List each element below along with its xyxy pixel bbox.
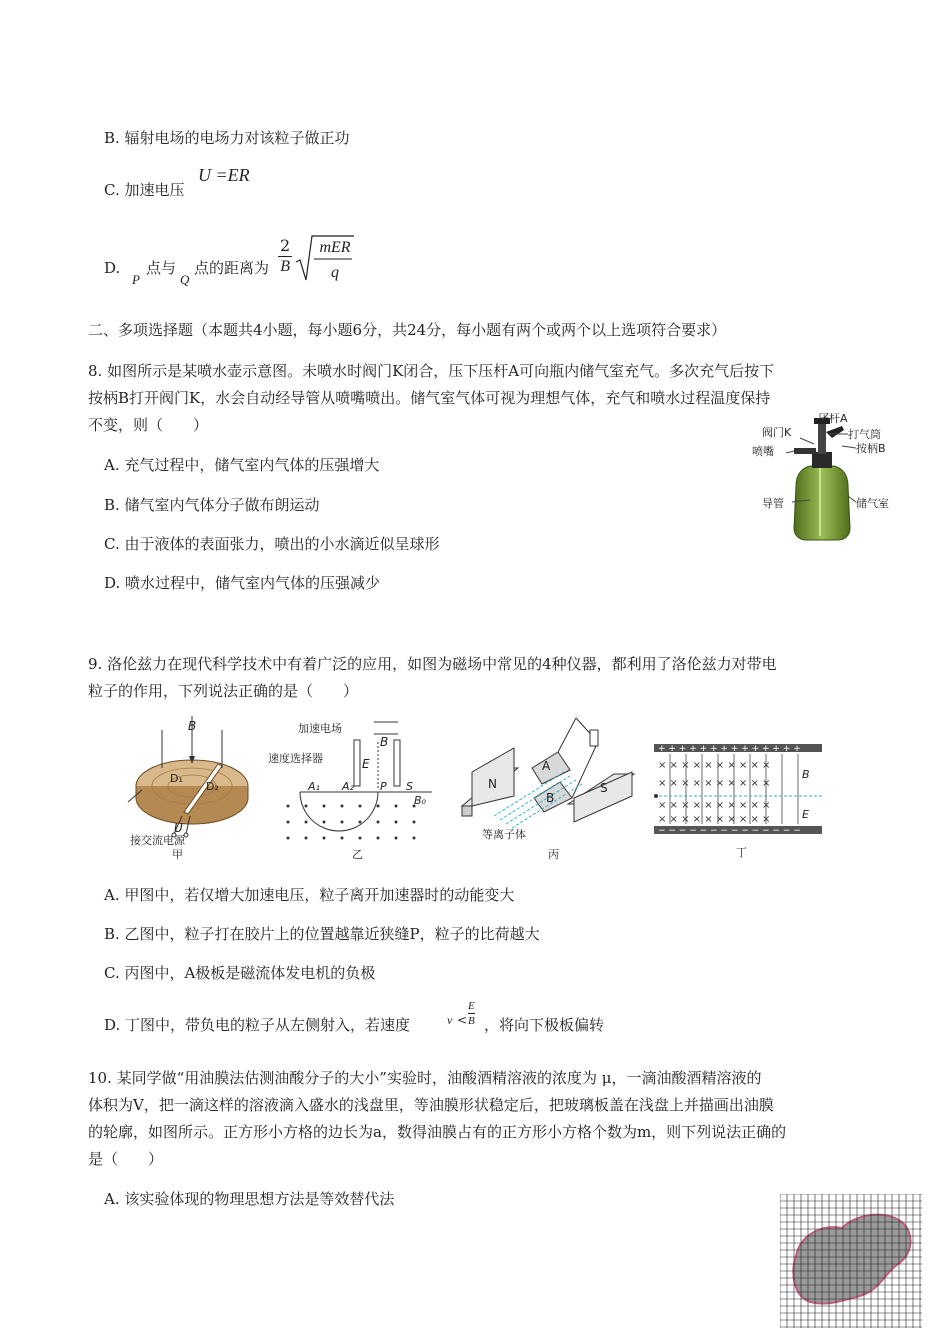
label-penzui: 喷嘴 — [752, 445, 774, 458]
label-daoguan: 导管 — [762, 497, 784, 510]
section-title: 二、多项选择题（本题共4小题，每小题6分，共24分，每小题有两个或两个以上选项符合要求） — [88, 321, 727, 339]
q7-option-c-formula: U =ER — [198, 165, 250, 185]
cyclotron-figure — [122, 716, 262, 862]
label-yagan: 压杆A — [818, 412, 848, 425]
bing-label-a: A — [542, 759, 551, 773]
q7-sqrt-denominator: q — [331, 264, 339, 281]
jia-label-u: U — [174, 821, 183, 835]
yi-label-a2: A₂ — [342, 780, 354, 793]
svg-text:× × × × × × × × × ×: × × × × × × × × × × — [658, 814, 771, 825]
q9-option-d-fraction: $\frac{E}{B}$ — [468, 1000, 475, 1027]
q8-stem-line-1: 8. 如图所示是某喷水壶示意图。未喷水时阀门K闭合，压下压杆A可向瓶内储气室充气。多次充气后按下 — [88, 362, 775, 380]
q8-option-a: A. 充气过程中，储气室内气体的压强增大 — [104, 456, 380, 474]
q8-option-d: D. 喷水过程中，储气室内气体的压强减少 — [104, 574, 381, 592]
q8-option-c: C. 由于液体的表面张力，喷出的小水滴近似呈球形 — [104, 535, 440, 553]
yi-label-selector: 速度选择器 — [268, 752, 323, 765]
q10-stem-line-4: 是（ ） — [88, 1150, 164, 1168]
spray-bottle-figure — [752, 408, 908, 542]
q7-option-c-prefix: C. 加速电压 — [104, 181, 185, 199]
jia-label-d2: D₂ — [206, 780, 219, 793]
yi-label-e: E — [362, 757, 370, 771]
q7-option-d-q: Q — [180, 272, 190, 287]
jia-label-d1: D₁ — [170, 772, 183, 785]
q9-option-b: B. 乙图中，粒子打在胶片上的位置越靠近狭缝P，粒子的比荷越大 — [104, 925, 540, 943]
q9-stem-line-1: 9. 洛伦兹力在现代科学技术中有着广泛的应用，如图为磁场中常见的4种仪器，都利用了洛伦兹力对带电 — [88, 655, 777, 673]
bing-label-s: S — [600, 781, 608, 795]
ding-label-b: B — [802, 768, 810, 781]
bing-label-n: N — [488, 777, 497, 791]
jia-label-source: 接交流电源 — [130, 834, 185, 847]
q8-stem-line-3: 不变，则（ ） — [88, 416, 209, 434]
svg-text:× × × × × × × × × ×: × × × × × × × × × × — [658, 800, 771, 811]
bing-caption: 丙 — [548, 848, 559, 861]
q7-option-d-mid2: 点的距离为 — [194, 259, 270, 277]
q10-option-a: A. 该实验体现的物理思想方法是等效替代法 — [104, 1190, 395, 1208]
q9-option-c: C. 丙图中，A极板是磁流体发电机的负极 — [104, 964, 376, 982]
bing-label-plasma: 等离子体 — [482, 828, 526, 841]
q8-stem-line-2: 按柄B打开阀门K，水会自动经导管从喷嘴喷出。储气室气体可视为理想气体，充气和喷水过程温度保持 — [88, 389, 771, 407]
q7-option-d-mid: 点与 — [146, 259, 177, 277]
q9-option-a: A. 甲图中，若仅增大加速电压，粒子离开加速器时的动能变大 — [104, 886, 515, 904]
q9-option-d-suffix: ，将向下极板偏转 — [484, 1016, 605, 1034]
jia-caption: 甲 — [172, 848, 183, 861]
svg-text:× × × × × × × × × ×: × × × × × × × × × × — [658, 760, 771, 771]
svg-text:× × × × × × × × × ×: × × × × × × × × × × — [658, 778, 771, 789]
label-daqitong: 打气筒 — [848, 428, 881, 441]
label-famen: 阀门K — [762, 426, 792, 439]
q8-option-b: B. 储气室内气体分子做布朗运动 — [104, 496, 320, 514]
yi-label-p: P — [380, 780, 387, 793]
yi-label-s: S — [406, 780, 413, 793]
q7-option-d-p: P — [132, 272, 140, 287]
jia-label-b: B — [188, 719, 197, 733]
q9-option-d-prefix: D. 丁图中，带负电的粒子从左侧射入，若速度 — [104, 1016, 411, 1034]
q10-stem-line-3: 的轮廓，如图所示。正方形小方格的边长为a，数得油膜占有的正方形小方格个数为m，则下列说法正确的 — [88, 1123, 787, 1141]
q9-option-d-v: v — [447, 1013, 453, 1027]
q9-stem-line-2: 粒子的作用，下列说法正确的是（ ） — [88, 682, 359, 700]
velocity-selector-figure — [652, 742, 824, 862]
mass-spectrometer-figure — [268, 716, 434, 862]
q10-stem-line-1: 10. 某同学做“用油膜法估测油酸分子的大小”实验时，油酸酒精溶液的浓度为 μ，一滴油酸酒精溶液的 — [88, 1069, 762, 1087]
q10-stem-line-2: 体积为V，把一滴这样的溶液滴入盛水的浅盘里，等油膜形状稳定后，把玻璃板盖在浅盘上并描画出油膜 — [88, 1096, 774, 1114]
label-anbing: 按柄B — [856, 442, 886, 455]
mhd-generator-figure — [458, 712, 638, 862]
yi-label-b0: B₀ — [414, 794, 426, 807]
q7-option-b: B. 辐射电场的电场力对该粒子做正功 — [104, 129, 350, 147]
yi-label-b: B — [380, 735, 389, 749]
q9-option-d-lt: < — [457, 1013, 468, 1027]
svg-text:+ + + + + + + + + + + + + +: + + + + + + + + + + + + + + — [658, 744, 801, 754]
oil-film-grid-figure — [780, 1194, 922, 1328]
bing-label-b: B — [546, 791, 555, 805]
svg-text:− − − − − − − − − − − − − −: − − − − − − − − − − − − − − — [658, 826, 801, 836]
yi-label-a1: A₁ — [308, 780, 320, 793]
ding-label-e: E — [802, 808, 809, 821]
q7-option-d-prefix: D. — [104, 259, 121, 277]
label-chuqishi: 储气室 — [856, 497, 889, 510]
yi-label-accel: 加速电场 — [298, 722, 342, 735]
q7-option-d-formula: $\frac{2}{B}$ — [280, 236, 291, 275]
yi-caption: 乙 — [352, 848, 363, 861]
ding-caption: 丁 — [736, 846, 747, 859]
q7-sqrt-numerator: mER — [319, 239, 351, 256]
